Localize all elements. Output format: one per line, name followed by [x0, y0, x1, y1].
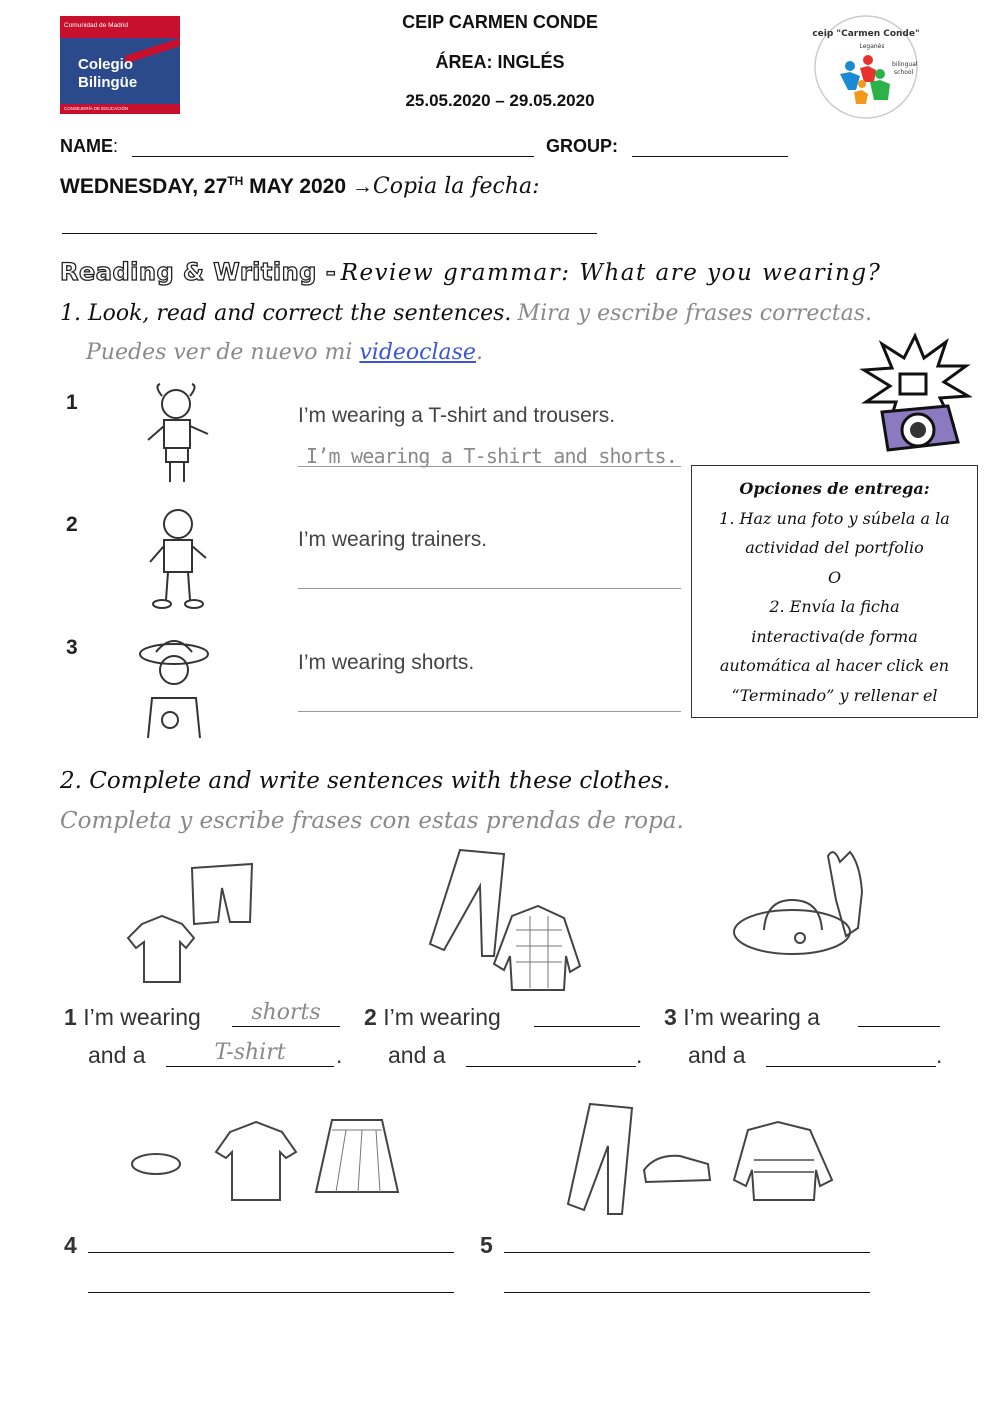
school-name: CEIP CARMEN CONDE	[402, 12, 598, 32]
ex2-answer-line[interactable]	[504, 1252, 870, 1253]
options-title: Opciones de entrega:	[739, 479, 930, 498]
ex1-item-number: 3	[66, 636, 78, 659]
name-colon: :	[113, 136, 119, 156]
ex2-answer-line[interactable]	[504, 1292, 870, 1293]
exercise1-instruction-es2: Puedes ver de nuevo mi	[86, 340, 353, 365]
week-dates: 25.05.2020 – 29.05.2020	[405, 91, 595, 110]
logo-right-title: ceip "Carmen Conde"	[812, 29, 920, 39]
ex2-blank[interactable]	[534, 1026, 640, 1027]
ex2-item-4-number: 4	[64, 1232, 77, 1258]
copy-date-instruction: Copia la fecha:	[372, 174, 540, 199]
logo-right-sub1: bilingual	[892, 61, 918, 68]
ex2-item-5-number: 5	[480, 1232, 493, 1258]
ex2-blank[interactable]	[766, 1066, 936, 1067]
trousers-shirt-illustration	[420, 846, 584, 994]
boy-trainers-illustration	[140, 502, 220, 614]
options-line: automática al hacer click en	[719, 656, 950, 675]
group-field[interactable]	[632, 156, 788, 157]
hat-sock-illustration	[730, 844, 880, 974]
exercise2-instruction-es: Completa y escribe frases con estas prendas de ropa.	[60, 808, 684, 834]
ex1-sentence: I’m wearing shorts.	[298, 651, 475, 674]
ex2-blank[interactable]	[858, 1026, 940, 1027]
options-line: 1. Haz una foto y súbela a la	[719, 508, 950, 528]
ex1-item-number: 1	[66, 391, 78, 414]
section-subtitle: Review grammar: What are you wearing?	[340, 260, 882, 286]
date-line: WEDNESDAY, 27TH MAY 2020 →Copia la fecha:	[60, 174, 540, 199]
ceip-carmen-conde-logo	[810, 14, 922, 120]
logo-right-city: Leganés	[859, 43, 885, 50]
ex2-and-a: and a	[88, 1042, 146, 1068]
options-line: actividad del portfolio	[745, 538, 924, 557]
options-line: 2. Envía la ficha	[769, 597, 900, 616]
group-label: GROUP:	[546, 136, 618, 156]
ex2-blank[interactable]: T-shirt	[166, 1040, 334, 1067]
ex2-item-3: 3 I’m wearing a	[664, 1004, 820, 1030]
ex2-blank[interactable]	[466, 1066, 636, 1067]
ex2-answer-line[interactable]	[88, 1252, 454, 1253]
ex1-sentence: I’m wearing a T-shirt and trousers.	[298, 404, 616, 427]
area-label: ÁREA: INGLÉS	[435, 52, 565, 72]
date-field[interactable]	[62, 233, 597, 234]
logo-right-sub2: school	[894, 69, 914, 76]
name-field[interactable]	[132, 156, 534, 157]
name-label: NAME	[60, 136, 113, 156]
boy-hat-illustration	[134, 628, 214, 740]
delivery-options-box	[691, 465, 978, 718]
ex1-answer-example: I’m wearing a T-shirt and shorts.	[306, 444, 677, 468]
ex1-answer-line[interactable]	[298, 588, 681, 589]
exercise2-instruction: 2. Complete and write sentences with these clothes.	[60, 768, 671, 794]
logo-bottom-text: CONSEJERÍA DE EDUCACIÓN	[64, 106, 129, 111]
ex2-item-1: 1 I’m wearing	[64, 1004, 201, 1030]
camera-icon	[858, 332, 972, 460]
trousers-trainers-jumper-illustration	[548, 1100, 838, 1220]
section-title: Reading & Writing - Review grammar: What are you wearing?	[60, 258, 882, 286]
shoes-tshirt-skirt-illustration	[126, 1112, 402, 1208]
ex2-and-a: and a	[388, 1042, 446, 1068]
logo-line1: Colegio	[78, 56, 133, 73]
girl-tshirt-shorts-illustration	[140, 382, 220, 492]
ex2-and-a: and a	[688, 1042, 746, 1068]
videoclase-link[interactable]: videoclase	[359, 340, 476, 365]
ex1-item-number: 2	[66, 513, 78, 536]
options-line: O	[827, 567, 842, 587]
options-line: interactiva(de forma	[751, 626, 918, 646]
ex2-item-2: 2 I’m wearing	[364, 1004, 501, 1030]
ex1-answer-line[interactable]	[298, 466, 681, 467]
ex2-blank[interactable]: shorts	[232, 1000, 340, 1027]
logo-top-text: Comunidad de Madrid	[60, 16, 180, 36]
tshirt-shorts-illustration	[122, 858, 262, 990]
options-line: “Terminado” y rellenar el	[731, 685, 938, 705]
logo-line2: Bilingüe	[78, 74, 138, 91]
ex2-answer-line[interactable]	[88, 1292, 454, 1293]
colegio-bilingue-logo	[60, 16, 180, 114]
ex1-sentence: I’m wearing trainers.	[298, 528, 488, 551]
exercise1-instruction: 1. Look, read and correct the sentences. Mira y escribe frases correctas.	[60, 301, 872, 326]
ex1-answer-line[interactable]	[298, 711, 681, 712]
